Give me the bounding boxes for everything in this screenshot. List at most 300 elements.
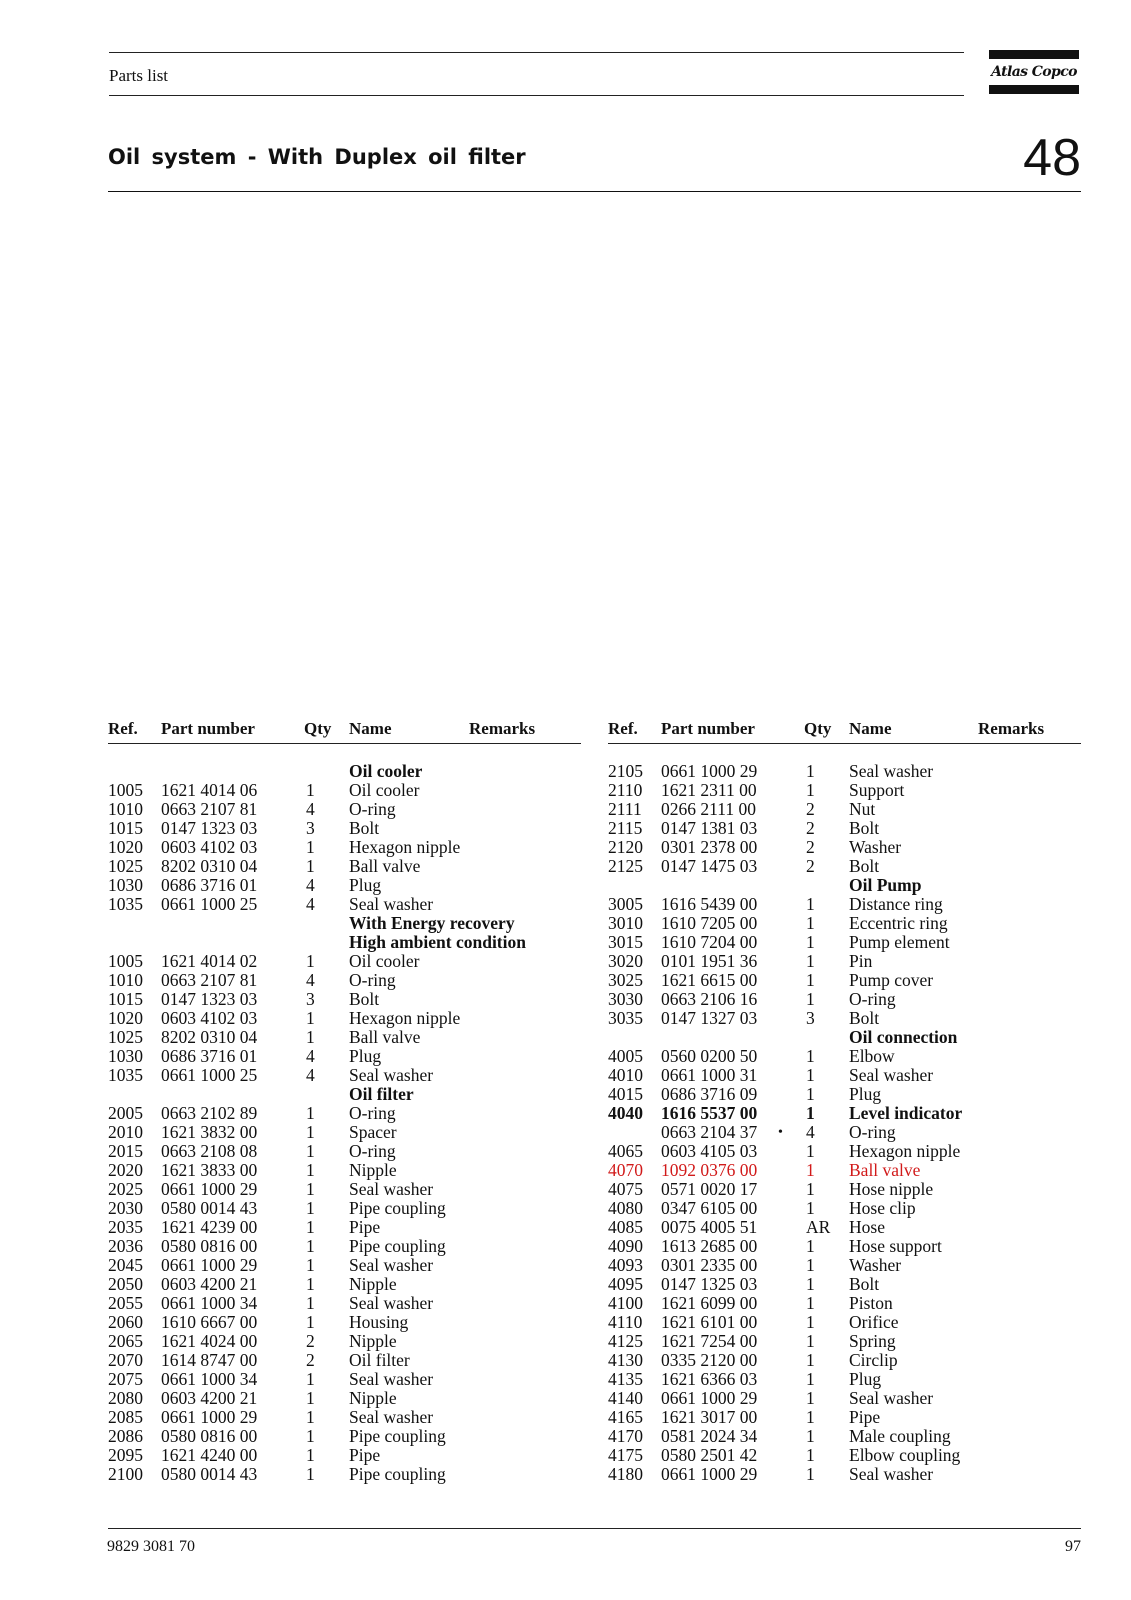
table-row [108,800,581,819]
row-part-number: 0661 1000 29 [161,1255,258,1275]
table-row [608,1161,1081,1180]
row-ref: 1030 [108,1046,143,1066]
header-bottom-rule [109,95,964,96]
row-name: Bolt [349,989,380,1009]
row-name: Nipple [349,1274,397,1294]
logo-bar-top [989,50,1079,59]
row-name: Plug [349,1046,382,1066]
table-row [608,1047,1081,1066]
table-row [608,1465,1081,1484]
table-row [108,819,581,838]
row-ref: 2020 [108,1160,143,1180]
row-ref: 2120 [608,837,643,857]
row-qty: 2 [306,1331,315,1351]
table-row [108,1351,581,1370]
row-qty: 4 [306,1046,315,1066]
row-name: Level indicator [849,1103,963,1123]
row-part-number: 0661 1000 29 [661,1464,758,1484]
row-ref: 4175 [608,1445,643,1465]
row-name: O-ring [349,799,396,819]
row-name: With Energy recovery [349,913,515,933]
row-ref: 2025 [108,1179,143,1199]
row-part-number: 0266 2111 00 [661,799,756,819]
row-part-number: 0603 4105 03 [661,1141,758,1161]
row-name: O-ring [849,989,896,1009]
row-ref: 2070 [108,1350,143,1370]
logo-bar-bottom [989,85,1079,94]
parts-table-left [108,719,581,1484]
row-ref: 2105 [608,761,643,781]
row-qty: 1 [806,1464,815,1484]
table-header-rule-right [608,743,1081,744]
row-name: Housing [349,1312,409,1332]
row-name: Nipple [349,1388,397,1408]
row-ref: 4165 [608,1407,643,1427]
row-ref: 4040 [608,1103,643,1123]
table-row [608,1332,1081,1351]
row-part-number: 0101 1951 36 [661,951,758,971]
row-qty: 2 [806,818,815,838]
parts-table-right [608,719,1081,1484]
header-remarks: Remarks [978,719,1045,738]
row-part-number: 0661 1000 25 [161,1065,258,1085]
header-name: Name [849,719,892,738]
row-name: Nipple [349,1160,397,1180]
table-row [608,1294,1081,1313]
row-qty: 1 [306,1122,315,1142]
row-part-number: 0603 4200 21 [161,1274,258,1294]
row-ref: 4093 [608,1255,643,1275]
row-part-number: 0686 3716 01 [161,875,258,895]
row-part-number: 1092 0376 00 [661,1160,758,1180]
row-name: Hexagon nipple [349,837,461,857]
row-part-number: 0603 4200 21 [161,1388,258,1408]
footer-doc-number: 9829 3081 70 [107,1538,195,1555]
row-ref: 4070 [608,1160,643,1180]
row-ref: 2065 [108,1331,143,1351]
table-row [608,1104,1081,1123]
row-qty: 1 [806,1388,815,1408]
row-name: Male coupling [849,1426,951,1446]
row-ref: 1035 [108,1065,143,1085]
row-part-number: 1610 7205 00 [661,913,758,933]
parts-rows-left [108,762,581,1484]
row-name: Oil Pump [849,875,922,895]
row-ref: 1025 [108,1027,143,1047]
row-ref: 1030 [108,875,143,895]
row-qty: 1 [306,1312,315,1332]
header-name: Name [349,719,392,738]
row-ref: 2080 [108,1388,143,1408]
row-part-number: 0661 1000 31 [661,1065,758,1085]
row-qty: 1 [306,856,315,876]
row-part-number: 0661 1000 29 [161,1407,258,1427]
row-ref: 2050 [108,1274,143,1294]
row-part-number: 1621 2311 00 [661,780,757,800]
row-qty: 2 [306,1350,315,1370]
row-ref: 1035 [108,894,143,914]
table-row [108,1294,581,1313]
row-qty: 3 [306,989,315,1009]
row-part-number: 1614 8747 00 [161,1350,258,1370]
table-row [608,1408,1081,1427]
row-qty: 1 [806,1350,815,1370]
row-name: Oil filter [349,1084,414,1104]
row-part-number: 1621 4024 00 [161,1331,258,1351]
row-name: Seal washer [849,1065,934,1085]
row-ref: 1010 [108,970,143,990]
row-ref: 2085 [108,1407,143,1427]
table-row [608,800,1081,819]
row-name: Hose [849,1217,885,1237]
header-qty: Qty [804,719,832,738]
row-qty: 1 [306,1008,315,1028]
row-qty: 1 [806,951,815,971]
row-name: Bolt [849,1274,880,1294]
row-part-number: 1621 4239 00 [161,1217,258,1237]
row-qty: 1 [306,1255,315,1275]
row-ref: 2005 [108,1103,143,1123]
table-row [108,1047,581,1066]
table-row [108,971,581,990]
row-qty: 1 [306,1369,315,1389]
row-qty: 1 [306,1027,315,1047]
row-name: Seal washer [349,1369,434,1389]
row-ref: 4110 [608,1312,643,1332]
table-row [608,876,1081,895]
table-row [108,914,581,933]
row-ref: 1020 [108,1008,143,1028]
row-part-number: 0661 1000 34 [161,1369,258,1389]
row-part-number: 0147 1381 03 [661,818,758,838]
row-qty: 1 [306,1198,315,1218]
atlas-copco-logo [989,50,1079,94]
row-qty: 1 [806,1141,815,1161]
row-name: Distance ring [849,894,943,914]
table-row [108,1313,581,1332]
row-part-number: 0661 1000 29 [161,1179,258,1199]
table-row [608,1123,1081,1142]
row-part-number: 0301 2378 00 [661,837,758,857]
table-row [108,838,581,857]
row-ref: 2125 [608,856,643,876]
row-qty: 1 [306,1179,315,1199]
row-ref: 4005 [608,1046,643,1066]
row-name: Support [849,780,905,800]
row-qty: 1 [306,951,315,971]
row-qty: 1 [306,1160,315,1180]
table-row [108,933,581,952]
row-part-number: 0580 0816 00 [161,1236,258,1256]
row-qty: 4 [806,1122,815,1142]
row-part-number: 0580 2501 42 [661,1445,758,1465]
table-row [108,952,581,971]
table-row [108,1408,581,1427]
row-qty: 1 [306,1217,315,1237]
row-ref: 4170 [608,1426,643,1446]
table-row [108,1123,581,1142]
row-qty: 2 [806,799,815,819]
row-ref: 4095 [608,1274,643,1294]
header-ref: Ref. [108,719,138,738]
row-name: O-ring [349,1103,396,1123]
row-part-number: 0663 2104 37 [661,1122,758,1142]
row-part-number: 0301 2335 00 [661,1255,758,1275]
row-qty: 1 [806,1274,815,1294]
row-qty: 1 [306,1274,315,1294]
table-row [108,990,581,1009]
footer-rule [108,1528,1081,1529]
table-row [608,990,1081,1009]
row-part-number: 1621 6101 00 [661,1312,758,1332]
row-qty: 1 [806,1293,815,1313]
row-qty: 1 [806,1426,815,1446]
header-top-rule [109,52,964,53]
row-name: Oil filter [349,1350,410,1370]
table-header-right [608,719,1081,741]
row-qty: 1 [806,1331,815,1351]
row-qty: 1 [806,1084,815,1104]
table-row [108,762,581,781]
table-row [108,1104,581,1123]
row-name: Circlip [849,1350,898,1370]
table-row [108,895,581,914]
row-part-number: 1613 2685 00 [661,1236,758,1256]
table-row [108,876,581,895]
row-name: Oil connection [849,1027,958,1047]
row-qty: 1 [306,1407,315,1427]
row-qty: 3 [806,1008,815,1028]
row-ref: 3015 [608,932,643,952]
row-ref: 2111 [608,799,642,819]
row-qty: 1 [806,1179,815,1199]
row-ref: 4140 [608,1388,643,1408]
row-name: Bolt [849,856,880,876]
row-name: Pipe coupling [349,1464,446,1484]
row-name: Piston [849,1293,893,1313]
row-name: Orifice [849,1312,899,1332]
table-row [108,857,581,876]
bullet-marker-icon: • [778,1125,783,1140]
row-qty: 4 [306,970,315,990]
row-ref: 4085 [608,1217,643,1237]
parts-rows-right [608,762,1081,1484]
row-part-number: 1621 7254 00 [661,1331,758,1351]
row-qty: 2 [806,837,815,857]
row-part-number: 1621 3832 00 [161,1122,258,1142]
row-part-number: 1621 6099 00 [661,1293,758,1313]
row-part-number: 0686 3716 09 [661,1084,758,1104]
row-part-number: 0661 1000 34 [161,1293,258,1313]
table-row [108,1142,581,1161]
row-name: Seal washer [349,1255,434,1275]
table-row [108,1218,581,1237]
row-part-number: 0580 0816 00 [161,1426,258,1446]
row-part-number: 1616 5537 00 [661,1103,758,1123]
row-ref: 2100 [108,1464,143,1484]
row-qty: 1 [806,1312,815,1332]
table-row [108,1389,581,1408]
table-row [608,1446,1081,1465]
row-qty: 4 [306,894,315,914]
row-name: Plug [849,1084,882,1104]
row-name: O-ring [349,970,396,990]
row-ref: 1015 [108,989,143,1009]
row-part-number: 0580 0014 43 [161,1464,258,1484]
row-name: Pipe [349,1217,381,1237]
row-ref: 2086 [108,1426,143,1446]
table-row [108,1465,581,1484]
row-name: Ball valve [349,856,421,876]
row-part-number: 0147 1323 03 [161,989,258,1009]
row-ref: 2045 [108,1255,143,1275]
row-part-number: 1610 6667 00 [161,1312,258,1332]
row-part-number: 1616 5439 00 [661,894,758,914]
row-name: Oil cooler [349,951,420,971]
table-header-rule-left [108,743,581,744]
table-row [608,914,1081,933]
footer-page-number: 97 [1065,1538,1081,1555]
row-part-number: 0560 0200 50 [661,1046,758,1066]
row-part-number: 0581 2024 34 [661,1426,758,1446]
row-name: Plug [349,875,382,895]
row-part-number: 0147 1327 03 [661,1008,758,1028]
table-row [608,1256,1081,1275]
row-qty: 4 [306,799,315,819]
row-qty: 4 [306,875,315,895]
header-remarks: Remarks [469,719,536,738]
row-part-number: 0663 2102 89 [161,1103,258,1123]
logo-text: Atlas Copco [991,64,1077,80]
row-ref: 4180 [608,1464,643,1484]
row-ref: 3035 [608,1008,643,1028]
row-name: Seal washer [349,1293,434,1313]
row-part-number: 1621 3017 00 [661,1407,758,1427]
row-qty: 1 [306,837,315,857]
row-part-number: 0663 2107 81 [161,799,258,819]
row-part-number: 1610 7204 00 [661,932,758,952]
row-part-number: 8202 0310 04 [161,1027,258,1047]
row-ref: 1015 [108,818,143,838]
row-qty: AR [806,1217,831,1237]
row-part-number: 0663 2107 81 [161,970,258,990]
row-ref: 2060 [108,1312,143,1332]
row-name: Elbow [849,1046,895,1066]
row-name: Pipe [349,1445,381,1465]
row-name: Bolt [349,818,380,838]
row-name: Eccentric ring [849,913,948,933]
row-name: Hexagon nipple [849,1141,961,1161]
row-ref: 3005 [608,894,643,914]
row-name: Ball valve [349,1027,421,1047]
title-rule [108,191,1081,192]
row-qty: 1 [806,932,815,952]
row-name: Washer [849,1255,902,1275]
row-qty: 3 [306,818,315,838]
table-row [608,1180,1081,1199]
row-name: Pipe coupling [349,1426,446,1446]
row-qty: 1 [806,894,815,914]
row-name: Spring [849,1331,896,1351]
row-ref: 3020 [608,951,643,971]
row-name: Seal washer [349,1065,434,1085]
table-row [108,1256,581,1275]
row-ref: 1025 [108,856,143,876]
row-name: Washer [849,837,902,857]
row-name: Oil cooler [349,761,423,781]
row-part-number: 0147 1323 03 [161,818,258,838]
row-qty: 1 [806,1160,815,1180]
row-qty: 1 [806,1103,815,1123]
table-row [608,933,1081,952]
table-row [608,1427,1081,1446]
row-name: Hose support [849,1236,942,1256]
row-name: Nut [849,799,876,819]
row-name: O-ring [849,1122,896,1142]
row-part-number: 0580 0014 43 [161,1198,258,1218]
row-name: Pipe coupling [349,1236,446,1256]
row-ref: 4090 [608,1236,643,1256]
table-row [608,781,1081,800]
table-row [608,1009,1081,1028]
row-qty: 1 [306,1388,315,1408]
row-ref: 2010 [108,1122,143,1142]
table-row [608,971,1081,990]
row-ref: 4075 [608,1179,643,1199]
row-name: Nipple [349,1331,397,1351]
row-part-number: 0661 1000 29 [661,761,758,781]
table-header-left [108,719,581,741]
row-part-number: 1621 6615 00 [661,970,758,990]
table-row [608,1028,1081,1047]
row-name: Seal washer [349,894,434,914]
table-row [608,1085,1081,1104]
table-row [108,1427,581,1446]
table-row [608,1066,1081,1085]
row-qty: 1 [806,1236,815,1256]
row-ref: 3025 [608,970,643,990]
row-qty: 1 [806,970,815,990]
row-ref: 4065 [608,1141,643,1161]
row-part-number: 0603 4102 03 [161,837,258,857]
row-ref: 1005 [108,951,143,971]
row-qty: 1 [806,1369,815,1389]
table-row [108,1237,581,1256]
row-part-number: 0147 1475 03 [661,856,758,876]
row-ref: 4010 [608,1065,643,1085]
table-row [108,1199,581,1218]
table-row [608,762,1081,781]
row-ref: 4080 [608,1198,643,1218]
row-ref: 4135 [608,1369,643,1389]
row-ref: 2036 [108,1236,143,1256]
row-part-number: 1621 4014 02 [161,951,258,971]
table-row [108,1446,581,1465]
row-ref: 2095 [108,1445,143,1465]
table-row [608,1389,1081,1408]
table-row [608,952,1081,971]
table-row [108,1028,581,1047]
row-name: Plug [849,1369,882,1389]
row-part-number: 0603 4102 03 [161,1008,258,1028]
row-ref: 4100 [608,1293,643,1313]
row-ref: 1020 [108,837,143,857]
row-part-number: 8202 0310 04 [161,856,258,876]
table-row [608,1142,1081,1161]
row-part-number: 0661 1000 25 [161,894,258,914]
row-name: Pin [849,951,873,971]
row-name: Oil cooler [349,780,420,800]
